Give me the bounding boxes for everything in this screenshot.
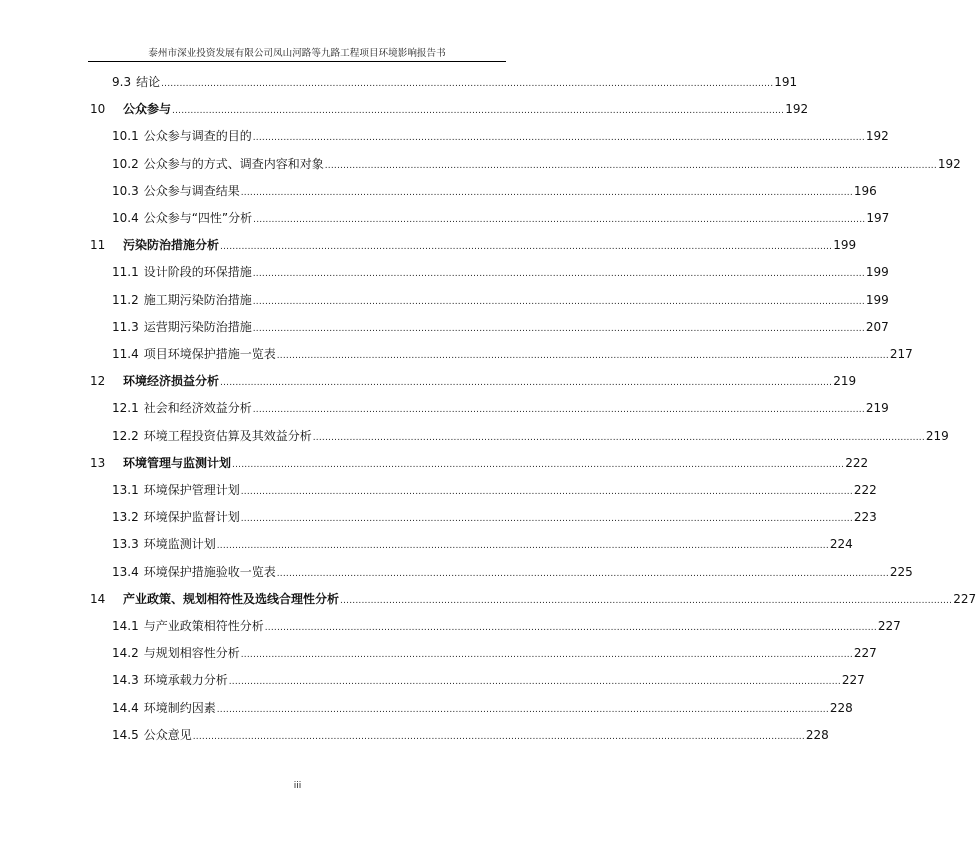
toc-entry-title: 环境保护监督计划 [143, 510, 240, 525]
toc-dot-leader: ........................................................................................................................................................................................................ [276, 568, 889, 579]
toc-entry-number: 10.2 [112, 156, 139, 171]
toc-dot-leader: ........................................................................................................................................................................................................ [240, 187, 853, 198]
toc-entry-page: 225 [889, 564, 913, 579]
toc-entry-title: 环境承载力分析 [143, 673, 228, 688]
toc-dot-leader: ........................................................................................................................................................................................................ [264, 623, 877, 633]
toc-section-entry[interactable] [112, 318, 889, 336]
toc-entry-number: 10.1 [112, 129, 139, 144]
toc-section-entry[interactable] [112, 291, 889, 309]
toc-dot-leader: ........................................................................................................................................................................................................ [240, 650, 853, 661]
toc-dot-leader: ........................................................................................................................................................................................................ [252, 269, 865, 280]
toc-section-entry[interactable] [112, 508, 877, 526]
toc-dot-leader: ........................................................................................................................................................................................................ [240, 487, 853, 497]
toc-dot-leader: ........................................................................................................................................................................................................ [252, 405, 865, 416]
toc-dot-leader: ........................................................................................................................................................................................................ [252, 296, 865, 307]
toc-entry-number: 9.3 [112, 75, 132, 89]
toc-dot-leader: ........................................................................................................................................................................................................ [240, 514, 853, 525]
toc-entry-title: 项目环境保护措施一览表 [143, 347, 276, 361]
toc-entry-title: 施工期污染防治措施 [143, 292, 252, 307]
toc-entry-number: 13.3 [112, 537, 139, 552]
toc-entry-number: 13.1 [112, 483, 139, 497]
toc-dot-leader: ........................................................................................................................................................................................................ [220, 378, 833, 389]
toc-entry-number: 11.3 [112, 319, 139, 334]
toc-entry-page: 222 [845, 455, 869, 470]
toc-entry-page: 217 [889, 347, 913, 361]
toc-chapter-entry[interactable] [90, 100, 809, 118]
toc-entry-number: 11.2 [112, 292, 139, 307]
toc-section-entry[interactable] [112, 182, 877, 200]
toc-dot-leader: ........................................................................................................................................................................................................ [216, 704, 829, 715]
toc-dot-leader: ........................................................................................................................................................................................................ [216, 541, 829, 552]
toc-entry-page: 196 [853, 183, 877, 198]
toc-entry-page: 192 [937, 156, 961, 171]
toc-entry-number: 14.5 [112, 727, 139, 742]
toc-entry-title: 环境保护管理计划 [143, 483, 240, 497]
toc-entry-title: 公众参与调查结果 [143, 183, 240, 198]
toc-section-entry[interactable] [112, 263, 889, 281]
toc-entry-number: 13.4 [112, 564, 139, 579]
toc-section-entry[interactable] [112, 535, 853, 553]
toc-entry-page: 228 [829, 700, 853, 715]
toc-dot-leader: ........................................................................................................................................................................................................ [172, 106, 785, 117]
toc-entry-title: 与产业政策相符性分析 [143, 619, 264, 633]
page-number: iii [293, 781, 302, 791]
toc-chapter-entry[interactable] [90, 454, 869, 472]
toc-section-entry[interactable] [112, 644, 877, 662]
toc-entry-title: 公众参与的方式、调查内容和对象 [143, 156, 324, 171]
toc-entry-page: 228 [805, 727, 829, 742]
toc-entry-page: 222 [853, 483, 877, 497]
toc-entry-page: 219 [865, 401, 889, 416]
toc-section-entry[interactable] [112, 209, 890, 227]
toc-entry-number: 14.1 [112, 619, 139, 633]
toc-entry-number: 11.4 [112, 347, 139, 361]
toc-entry-page: 227 [877, 619, 901, 633]
toc-entry-number: 10.4 [112, 211, 139, 225]
toc-dot-leader: ........................................................................................................................................................................................................ [252, 323, 865, 334]
toc-entry-number: 13.2 [112, 510, 139, 525]
toc-entry-number: 10.3 [112, 183, 139, 198]
toc-entry-page: 192 [865, 129, 889, 144]
toc-entry-page: 199 [833, 238, 857, 253]
toc-chapter-entry[interactable] [90, 372, 857, 390]
header-rule [88, 61, 506, 62]
toc-entry-title: 设计阶段的环保措施 [143, 265, 252, 280]
toc-entry-title: 环境管理与监测计划 [123, 455, 232, 470]
toc-entry-number: 11.1 [112, 265, 139, 280]
toc-entry-page: 219 [925, 428, 949, 443]
toc-entry-title: 公众意见 [143, 727, 192, 742]
toc-section-entry[interactable] [112, 617, 901, 635]
toc-entry-number: 12.2 [112, 428, 139, 443]
toc-chapter-entry[interactable] [90, 236, 857, 254]
toc-entry-number: 12.1 [112, 401, 139, 416]
toc-section-entry[interactable] [112, 399, 889, 417]
toc-entry-page: 224 [829, 537, 853, 552]
toc-section-entry[interactable] [112, 699, 853, 717]
toc-entry-page: 227 [841, 673, 865, 688]
running-header: 泰州市深业投资发展有限公司凤山河路等九路工程项目环境影响报告书 [148, 48, 446, 59]
toc-entry-title: 产业政策、规划相符性及选线合理性分析 [123, 591, 340, 606]
toc-section-entry[interactable] [112, 726, 829, 744]
toc-section-entry[interactable] [112, 563, 913, 581]
toc-dot-leader: ........................................................................................................................................................................................................ [276, 351, 889, 361]
toc-entry-page: 191 [774, 75, 798, 89]
toc-dot-leader: ........................................................................................................................................................................................................ [232, 459, 845, 470]
toc-entry-page: 227 [953, 591, 976, 606]
toc-entry-title: 环境制约因素 [143, 700, 216, 715]
toc-dot-leader: ........................................................................................................................................................................................................ [252, 133, 865, 144]
toc-section-entry[interactable] [112, 481, 877, 499]
toc-entry-page: 199 [865, 292, 889, 307]
toc-entry-number: 14.2 [112, 646, 139, 661]
toc-section-entry[interactable] [112, 155, 961, 173]
toc-dot-leader: ........................................................................................................................................................................................................ [228, 677, 841, 688]
toc-entry-title: 公众参与调查的目的 [143, 129, 252, 144]
toc-entry-title: 社会和经济效益分析 [143, 401, 252, 416]
toc-entry-number: 10 [90, 102, 106, 117]
toc-dot-leader: ........................................................................................................................................................................................................ [340, 595, 953, 606]
toc-section-entry[interactable] [112, 345, 913, 363]
toc-entry-title: 公众参与 [123, 102, 172, 117]
toc-entry-number: 14.3 [112, 673, 139, 688]
toc-chapter-entry[interactable] [90, 590, 976, 608]
toc-dot-leader: ........................................................................................................................................................................................................ [312, 432, 925, 443]
toc-entry-page: 199 [865, 265, 889, 280]
toc-entry-title: 环境经济损益分析 [123, 374, 220, 389]
toc-entry-title: 环境工程投资估算及其效益分析 [143, 428, 312, 443]
toc-entry-title: 环境监测计划 [143, 537, 216, 552]
toc-section-entry[interactable] [112, 427, 949, 445]
toc-entry-page: 197 [866, 211, 890, 225]
toc-dot-leader: ........................................................................................................................................................................................................ [161, 79, 774, 89]
toc-entry-title: 污染防治措施分析 [123, 238, 220, 253]
toc-section-entry[interactable] [112, 127, 889, 145]
toc-section-entry[interactable] [112, 671, 865, 689]
toc-entry-title: 运营期污染防治措施 [143, 319, 252, 334]
toc-entry-page: 207 [865, 319, 889, 334]
toc-entry-page: 227 [853, 646, 877, 661]
toc-dot-leader: ........................................................................................................................................................................................................ [253, 215, 866, 225]
toc-entry-number: 14 [90, 591, 106, 606]
toc-entry-title: 环境保护措施验收一览表 [143, 564, 276, 579]
toc-entry-number: 11 [90, 238, 106, 253]
toc-entry-page: 219 [833, 374, 857, 389]
toc-entry-page: 223 [853, 510, 877, 525]
toc-dot-leader: ........................................................................................................................................................................................................ [220, 242, 833, 253]
toc-entry-number: 13 [90, 455, 106, 470]
toc-entry-number: 12 [90, 374, 106, 389]
toc-entry-page: 192 [785, 102, 809, 117]
toc-entry-title: 公众参与“四性”分析 [143, 211, 253, 225]
toc-dot-leader: ........................................................................................................................................................................................................ [324, 160, 937, 171]
toc-entry-title: 结论 [136, 75, 161, 89]
toc-entry-number: 14.4 [112, 700, 139, 715]
toc-section-entry[interactable] [112, 73, 798, 91]
toc-entry-title: 与规划相容性分析 [143, 646, 240, 661]
toc-dot-leader: ........................................................................................................................................................................................................ [192, 731, 805, 742]
